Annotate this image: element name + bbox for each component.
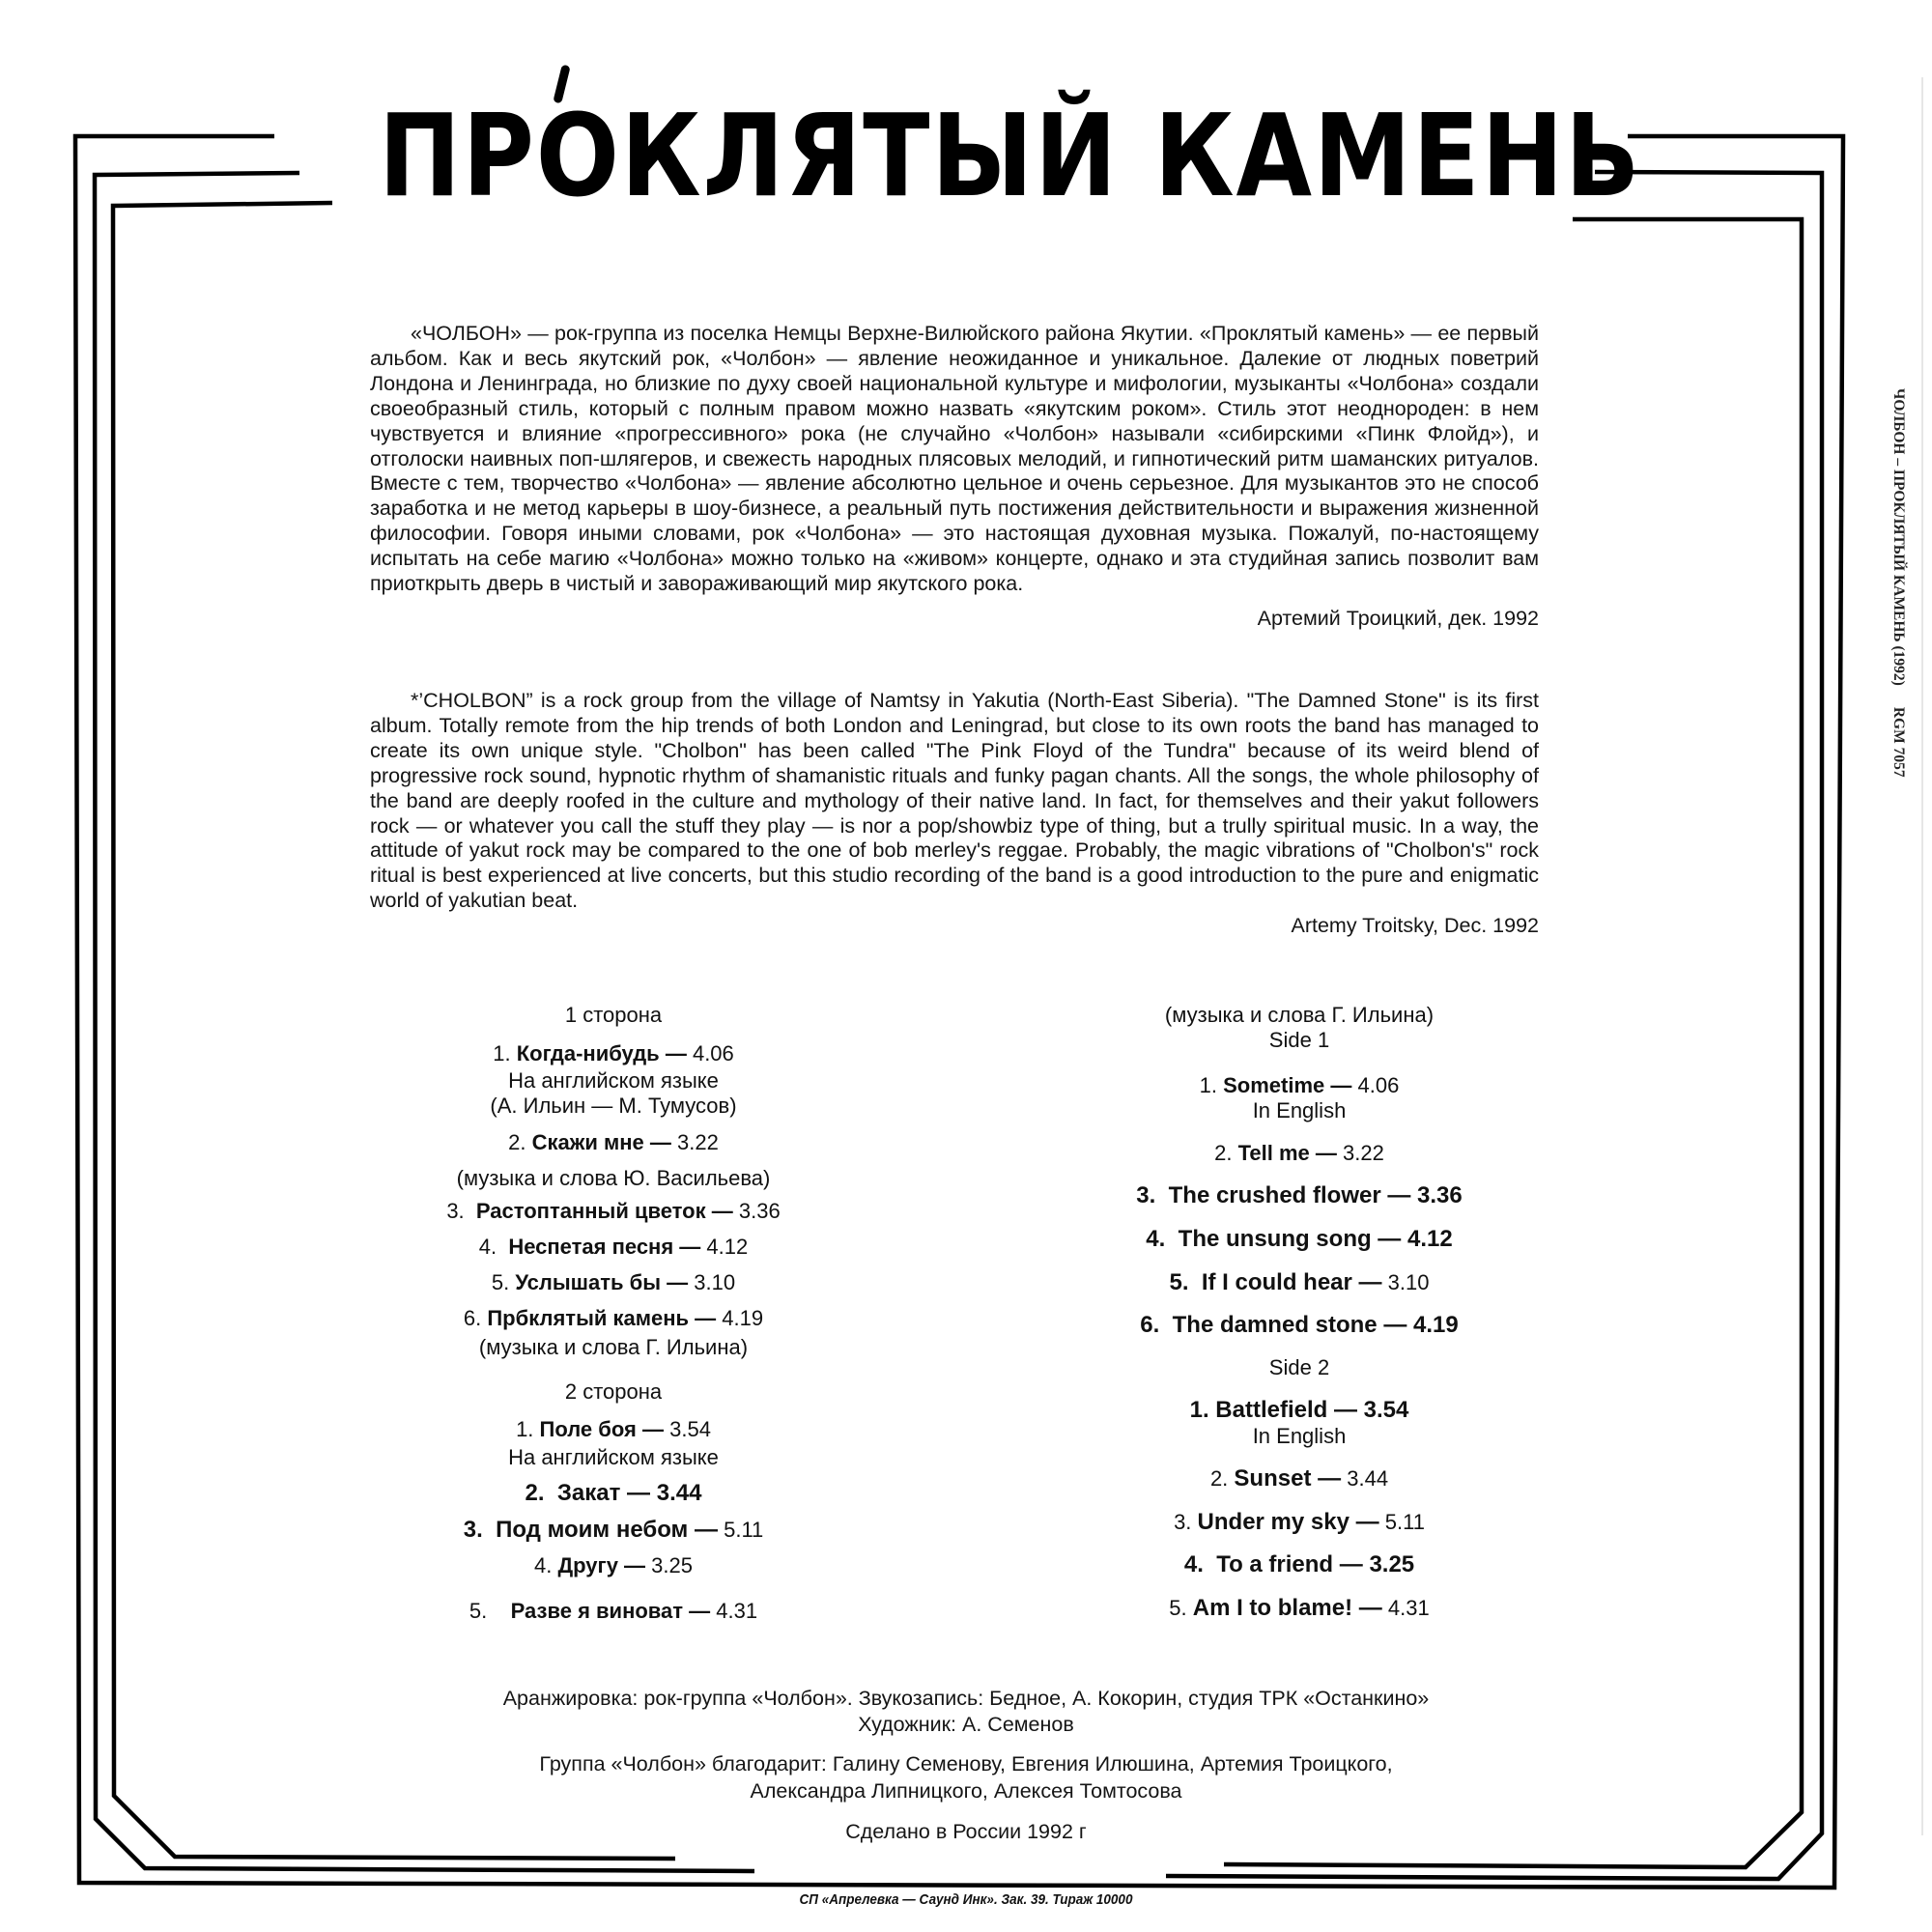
side-label: Side 1 <box>1268 1028 1330 1052</box>
credits-thanks-line1: Группа «Чолбон» благодарит: Галину Семенову, Евгения Илюшина, Артемия Троицкого, <box>539 1752 1393 1776</box>
track-item: 3. Растоптанный цветок — 3.36 <box>446 1199 781 1223</box>
credits-thanks-line2: Александра Липницкого, Алексея Томтосова <box>750 1779 1182 1803</box>
track-item: 2. Sunset — 3.44 <box>1209 1465 1389 1492</box>
track-item: 5. Услышать бы — 3.10 <box>491 1270 736 1294</box>
russian-notes-signature: Артемий Троицкий, дек. 1992 <box>1257 607 1539 630</box>
track-item: 4. The unsung song — 4.12 <box>1146 1226 1453 1252</box>
track-item: 4. Другу — 3.25 <box>533 1553 693 1577</box>
track-item: 1. Поле боя — 3.54 <box>516 1417 711 1441</box>
track-note: На английском языке <box>508 1445 719 1469</box>
track-item: 4. Неспетая песня — 4.12 <box>478 1235 749 1259</box>
track-item: 2. Tell me — 3.22 <box>1214 1141 1384 1165</box>
side-label: Side 2 <box>1268 1355 1330 1379</box>
tracklist-english <box>1101 0 1497 1932</box>
track-note: In English <box>1252 1424 1347 1448</box>
track-item: 5. If I could hear — 3.10 <box>1169 1269 1430 1295</box>
track-credit: (А. Ильин — М. Тумусов) <box>490 1094 737 1118</box>
track-note: На английском языке <box>508 1068 719 1093</box>
tracklist-russian <box>396 0 831 1932</box>
track-item: 3. Under my sky — 5.11 <box>1174 1509 1425 1535</box>
track-item: 5. Разве я виноват — 4.31 <box>469 1599 758 1623</box>
track-item: 3. Под моим небом — 5.11 <box>463 1517 764 1543</box>
russian-notes-text: «ЧОЛБОН» — рок-группа из поселка Немцы Верхне-Вилюйского района Якутии. «Проклятый камень» — ее первый альбом. Как и весь якутский рок, «Чолбон» — явление неожиданное и уникальное. Далекие от людных поветрий Лондона и Ленинграда, но близкие по духу своей национальной культуре и мифологии, музыканты «Чолбона» создали своеобразный стиль, который с полным правом можно назвать «якутским роком». Стиль этот неоднороден: в нем чувствуется и влияние «прогрессивного» рока (не случайно «Чолбон» называли «сибирскими «Пинк Флойд»), и отголоски наивных поп-шлягеров, и свежесть народных плясовых мелодий, и гипнотический ритм шаманских ритуалов. Вместе с тем, творчество «Чолбона» — явление абсолютно цельное и очень серьезное. Для музыкантов это не способ заработка и не метод карьеры в шоу-бизнесе, а реальный путь постижения действительности и выражения жизненной философии. Говоря иными словами, рок «Чолбона» — это настоящая духовная музыка. Пожалуй, по-настоящему испытать на себе магию «Чолбона» можно только на «живом» концерте, однако и эта студийная запись позволит вам приоткрыть дверь в чистый и завораживающий мир якутского рока. <box>370 322 1539 596</box>
track-credit: (музыка и слова Г. Ильина) <box>1164 1003 1435 1027</box>
credits-artist: Художник: А. Семенов <box>858 1713 1074 1736</box>
track-item: 2. Скажи мне — 3.22 <box>508 1130 719 1154</box>
track-item: 1. Sometime — 4.06 <box>1199 1073 1400 1097</box>
album-title: ПРОКЛЯТЫЙ КАМЕНЬ <box>379 89 1642 222</box>
track-item: 5. Am I to blame! — 4.31 <box>1169 1595 1430 1621</box>
credits-arrangement: Аранжировка: рок-группа «Чолбон». Звукозапись: Бедное, А. Кокорин, студия ТРК «Останкино» <box>502 1687 1430 1710</box>
spine-catalog: RGM 7057 <box>1890 706 1907 778</box>
side-label: 1 сторона <box>564 1003 663 1027</box>
track-item: 1. Когда-нибудь — 4.06 <box>493 1041 734 1065</box>
spine-text <box>1887 388 1910 813</box>
english-notes-signature: Artemy Troitsky, Dec. 1992 <box>1291 914 1539 937</box>
side-label: 2 сторона <box>564 1379 663 1404</box>
track-item: 3. The crushed flower — 3.36 <box>1136 1182 1463 1208</box>
publisher-footer: СП «Апрелевка — Саунд Инк». Зак. 39. Тираж 10000 <box>799 1891 1133 1908</box>
track-credit: (музыка и слова Г. Ильина) <box>478 1335 749 1359</box>
track-credit: (музыка и слова Ю. Васильева) <box>456 1166 771 1190</box>
track-item: 6. The damned stone — 4.19 <box>1140 1312 1459 1338</box>
track-note: In English <box>1252 1098 1347 1122</box>
track-item: 2. Закат — 3.44 <box>525 1480 702 1506</box>
track-item: 6. Прбклятый камень — 4.19 <box>463 1306 764 1330</box>
made-in-russia: Сделано в России 1992 г <box>845 1820 1087 1843</box>
track-item: 1. Battlefield — 3.54 <box>1189 1397 1409 1423</box>
spine-title: ЧОЛБОН – ПРОКЛЯТЫЙ КАМЕНЬ (1992) <box>1890 388 1907 686</box>
english-notes-text: *’CHOLBON” is a rock group from the village of Namtsy in Yakutia (North-East Siberia). "The Damned Stone" is its first album. Totally remote from the hip trends of both London and Leningrad, but close to its own roots the band has managed to create its own unique style. "Cholbon" has been called "The Pink Floyd of the Tundra" because of its weird blend of progressive rock sound, hypnotic rhythm of shamanistic rituals and funky pagan chants. All the songs, the whole philosophy of the band are deeply roofed in the culture and mythology of their native land. In fact, for themselves and their yakut followers rock — or whatever you call the stuff they play — is nor a pop/showbiz type of thing, but a trully spiritual music. In a way, the attitude of yakut rock may be compared to the one of bob merley's reggae. Probably, the magic vibrations of "Cholbon's" rock ritual is best experienced at live concerts, but this studio recording of the band is a good introduction to the pure and enigmatic world of yakutian beat. <box>370 689 1539 913</box>
track-item: 4. To a friend — 3.25 <box>1183 1551 1415 1577</box>
